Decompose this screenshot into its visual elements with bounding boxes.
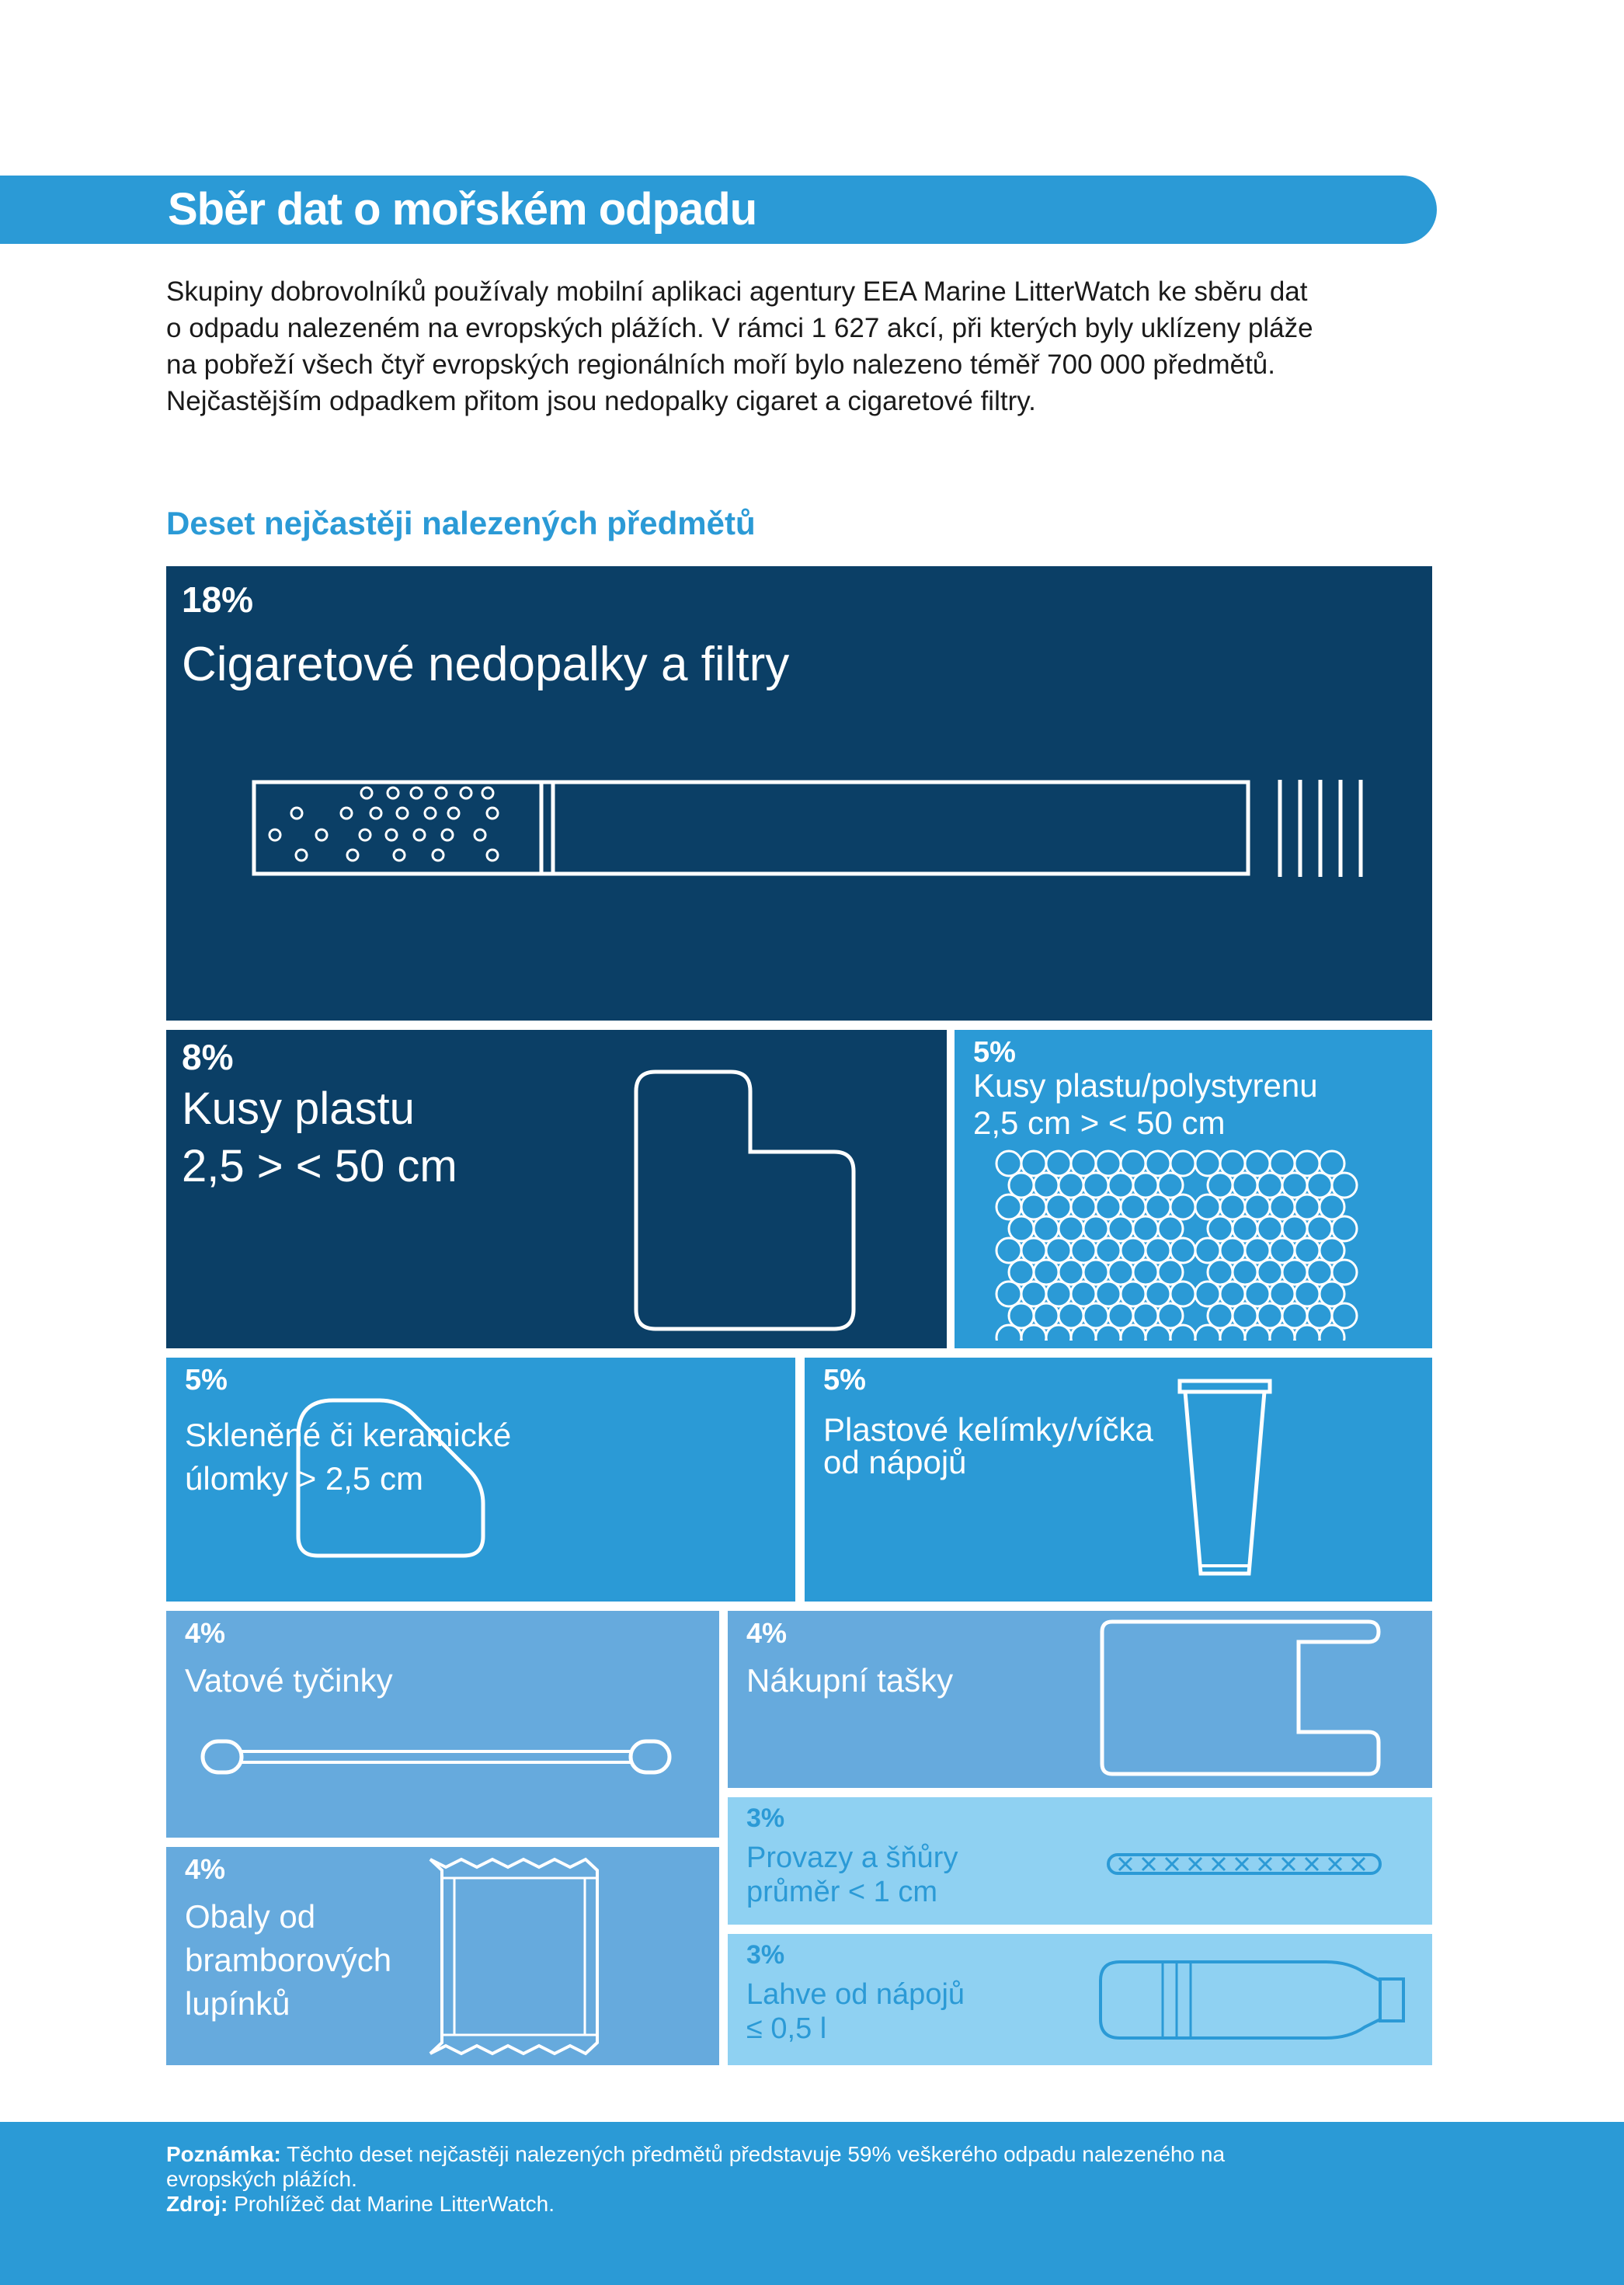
- treemap-tile: [166, 1847, 719, 2065]
- tile-label-line: Cigaretové nedopalky a filtry: [182, 638, 790, 691]
- filter-dot: [360, 829, 370, 840]
- polystyrene-bead: [1021, 1325, 1046, 1348]
- tile-percentage: 4%: [185, 1853, 226, 1885]
- glass-fragment-shape: [298, 1400, 483, 1556]
- treemap-tile: [805, 1358, 1432, 1602]
- filter-dot: [370, 808, 381, 819]
- cotton-tip: [631, 1741, 669, 1772]
- plastic-piece-shape: [636, 1072, 854, 1329]
- filter-dot: [482, 788, 493, 798]
- polystyrene-bead: [1170, 1325, 1195, 1348]
- filter-dot: [411, 788, 422, 798]
- tile-percentage: 3%: [746, 1940, 785, 1970]
- bag-outline: [1102, 1622, 1379, 1774]
- tile-label-line: ≤ 0,5 l: [746, 2012, 827, 2045]
- page-title: Sběr dat o mořském odpadu: [168, 184, 757, 235]
- tile-label-line: Vatové tyčinky: [185, 1662, 393, 1699]
- intro-line: Skupiny dobrovolníků používaly mobilní aplikaci agentury EEA Marine LitterWatch ke sběru dat: [166, 276, 1308, 307]
- tile-label-line: Nákupní tašky: [746, 1662, 954, 1699]
- filter-dot: [347, 850, 358, 861]
- polystyrene-bead: [1096, 1325, 1121, 1348]
- tile-percentage: 18%: [182, 579, 254, 620]
- filter-dot: [397, 808, 408, 819]
- note-label: Poznámka:: [166, 2142, 281, 2166]
- rope-twist: [1166, 1858, 1178, 1870]
- tile-percentage: 5%: [973, 1036, 1016, 1069]
- polystyrene-bead: [1295, 1325, 1320, 1348]
- cigarette-icon-svg: [166, 566, 1432, 1021]
- polystyrene-bead: [996, 1325, 1021, 1348]
- tile-label-line: Kusy plastu/polystyrenu: [973, 1067, 1318, 1104]
- tile-percentage: 3%: [746, 1803, 785, 1833]
- intro-line: Nejčastějším odpadkem přitom jsou nedopalky cigaret a cigaretové filtry.: [166, 386, 1036, 416]
- tile-label-line: od nápojů: [823, 1444, 967, 1480]
- glass-fragment-icon: [298, 1400, 483, 1556]
- filter-dot: [386, 829, 397, 840]
- filter-dot: [487, 808, 498, 819]
- filter-dot: [414, 829, 425, 840]
- filter-dot: [270, 829, 280, 840]
- filter-dot: [394, 850, 405, 861]
- filter-dot: [461, 788, 471, 798]
- plastic-piece-icon: [636, 1072, 854, 1329]
- cotton-stick: [242, 1751, 631, 1762]
- rope-icon: [1108, 1855, 1380, 1873]
- tile-percentage: 5%: [185, 1364, 228, 1396]
- rope-twist: [1236, 1858, 1248, 1870]
- cigarette-icon: [254, 780, 1361, 877]
- glass-fragment-icon-svg: [166, 1358, 795, 1602]
- tile-label-line: 2,5 > < 50 cm: [182, 1141, 457, 1191]
- filter-dot: [291, 808, 302, 819]
- polystyrene-bead: [1071, 1325, 1096, 1348]
- rope-twist: [1329, 1858, 1341, 1870]
- intro-line: o odpadu nalezeném na evropských plážích. V rámci 1 627 akcí, při kterých byly uklízeny pláže: [166, 313, 1313, 343]
- filter-dot: [341, 808, 352, 819]
- tile-label-line: lupínků: [185, 1985, 290, 2022]
- tile-label-line: Skleněné či keramické: [185, 1417, 512, 1453]
- treemap-tile: [166, 1030, 947, 1348]
- cup-icon-svg: [805, 1358, 1432, 1602]
- polystyrene-bead: [1220, 1325, 1245, 1348]
- tile-label-line: bramborových: [185, 1942, 392, 1978]
- polystyrene-bead: [1195, 1325, 1220, 1348]
- crisp-packet-icon: [430, 1859, 597, 2054]
- rope-twist: [1352, 1858, 1365, 1870]
- shopping-bag-icon: [1102, 1622, 1379, 1774]
- tile-label-line: Obaly od: [185, 1898, 316, 1935]
- cotton-bud-icon-svg: [166, 1611, 719, 1838]
- treemap-tile: [166, 566, 1432, 1021]
- polystyrene-bead: [1245, 1325, 1270, 1348]
- filter-dot: [436, 788, 447, 798]
- filter-dot: [425, 808, 436, 819]
- filter-dot: [316, 829, 327, 840]
- note-text: Těchto deset nejčastěji nalezených předmětů představuje 59% veškerého odpadu nalezeného na: [287, 2142, 1226, 2166]
- plastic-piece-icon-svg: [166, 1030, 947, 1348]
- tile-percentage: 4%: [746, 1617, 788, 1649]
- rope-icon-svg: [728, 1797, 1432, 1925]
- rope-twist: [1306, 1858, 1318, 1870]
- intro-line: na pobřeží všech čtyř evropských regionálních moří bylo nalezeno téměř 700 000 předmětů.: [166, 350, 1275, 380]
- rope-twist: [1119, 1858, 1132, 1870]
- rope-twist: [1142, 1858, 1155, 1870]
- source-label: Zdroj:: [166, 2192, 228, 2216]
- tile-label-line: 2,5 cm > < 50 cm: [973, 1104, 1226, 1141]
- polystyrene-icon: [996, 1151, 1357, 1348]
- cotton-tip: [203, 1741, 242, 1772]
- filter-dot: [296, 850, 307, 861]
- tile-label-line: úlomky > 2,5 cm: [185, 1460, 423, 1497]
- tile-label-line: Kusy plastu: [182, 1083, 415, 1134]
- treemap-tile: [728, 1934, 1432, 2065]
- polystyrene-bead: [1270, 1325, 1295, 1348]
- polystyrene-bead: [1320, 1325, 1344, 1348]
- cup-icon: [1180, 1381, 1270, 1574]
- cup-body: [1185, 1392, 1264, 1574]
- filter-dot: [442, 829, 453, 840]
- polystyrene-bead: [1121, 1325, 1146, 1348]
- cotton-bud-icon: [203, 1741, 669, 1772]
- polystyrene-bead: [1046, 1325, 1071, 1348]
- bottle-body: [1101, 1962, 1380, 2038]
- chart-title: Deset nejčastěji nalezených předmětů: [166, 505, 756, 541]
- polystyrene-icon-svg: [955, 1030, 1432, 1348]
- filter-dot: [433, 850, 443, 861]
- tile-label-line: Plastové kelímky/víčka: [823, 1411, 1153, 1448]
- bottle-icon: [1101, 1962, 1403, 2038]
- tile-label-line: Provazy a šňůry: [746, 1842, 958, 1874]
- tile-percentage: 4%: [185, 1617, 226, 1649]
- rope-twist: [1282, 1858, 1295, 1870]
- filter-dot: [487, 850, 498, 861]
- intro-paragraph: [166, 273, 1409, 419]
- footer-notes: [166, 2142, 1487, 2217]
- treemap-tile: [728, 1797, 1432, 1925]
- shopping-bag-icon-svg: [728, 1611, 1432, 1788]
- treemap-tile: [166, 1611, 719, 1838]
- bottle-cap: [1380, 1979, 1403, 2021]
- tile-percentage: 5%: [823, 1364, 866, 1396]
- filter-dot: [361, 788, 372, 798]
- treemap-tile: [728, 1611, 1432, 1788]
- filter-dot: [448, 808, 459, 819]
- crisp-packet-icon-svg: [166, 1847, 719, 2065]
- bottle-icon-svg: [728, 1934, 1432, 2065]
- tile-percentage: 8%: [182, 1037, 234, 1077]
- rope-twist: [1212, 1858, 1225, 1870]
- rope-twist: [1259, 1858, 1271, 1870]
- treemap-tile: [166, 1358, 795, 1602]
- treemap-tile: [955, 1030, 1432, 1348]
- source-text: Prohlížeč dat Marine LitterWatch.: [234, 2192, 555, 2216]
- polystyrene-bead: [1146, 1325, 1170, 1348]
- rope-twist: [1189, 1858, 1201, 1870]
- tile-label-line: průměr < 1 cm: [746, 1876, 938, 1908]
- filter-dot: [388, 788, 398, 798]
- filter-dot: [475, 829, 485, 840]
- note-text: evropských plážích.: [166, 2167, 357, 2191]
- tile-label-line: Lahve od nápojů: [746, 1978, 965, 2011]
